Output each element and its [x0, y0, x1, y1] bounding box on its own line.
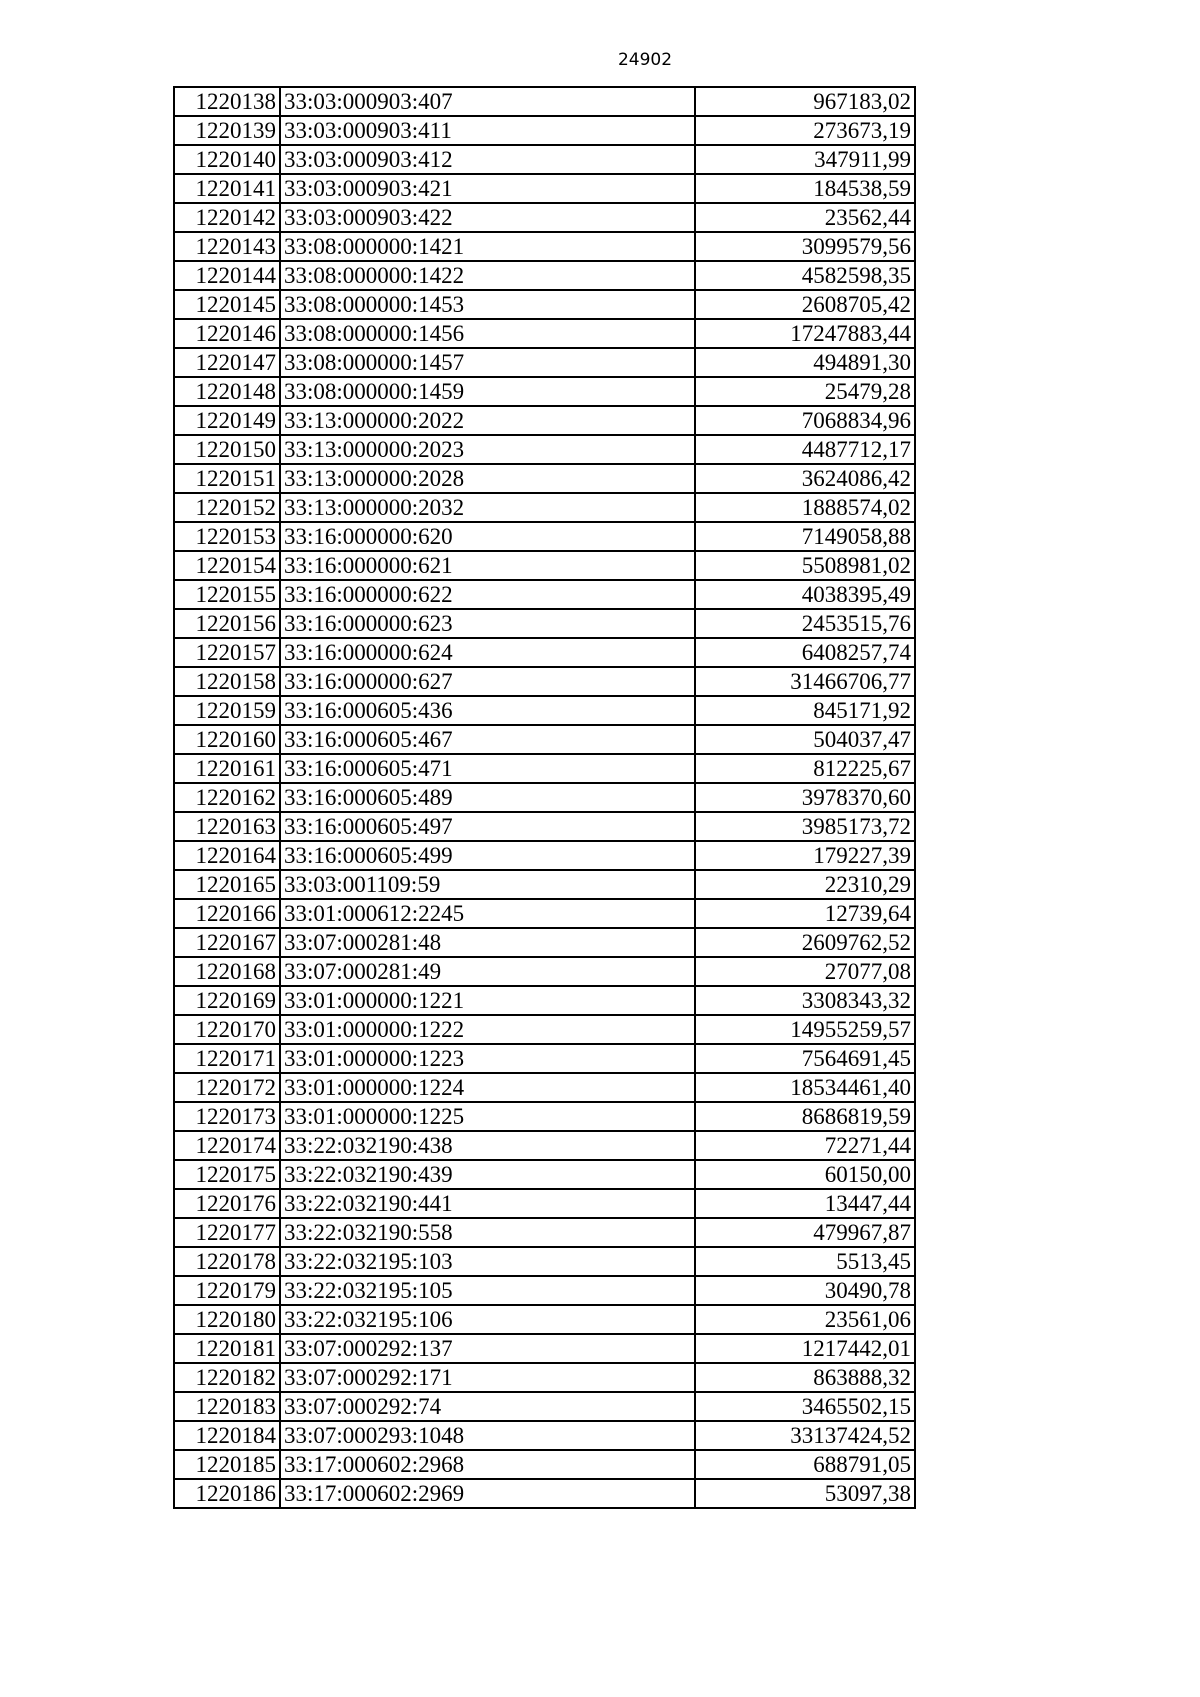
row-number-cell: 1220157: [174, 638, 280, 667]
cadastral-number-cell: 33:01:000000:1224: [280, 1073, 695, 1102]
cadastral-number-cell: 33:17:000602:2968: [280, 1450, 695, 1479]
cadastral-number-cell: 33:16:000605:489: [280, 783, 695, 812]
cadastral-value-cell: 23561,06: [695, 1305, 915, 1334]
cadastral-number-cell: 33:03:001109:59: [280, 870, 695, 899]
cadastral-value-cell: 22310,29: [695, 870, 915, 899]
cadastral-value-cell: 845171,92: [695, 696, 915, 725]
table-row: [174, 1479, 915, 1508]
cadastral-value-cell: 7068834,96: [695, 406, 915, 435]
table-row: [174, 1189, 915, 1218]
table-row: [174, 464, 915, 493]
cadastral-number-cell: 33:16:000605:471: [280, 754, 695, 783]
table-row: [174, 696, 915, 725]
cadastral-number-cell: 33:03:000903:422: [280, 203, 695, 232]
cadastral-value-cell: 1888574,02: [695, 493, 915, 522]
table-row: [174, 522, 915, 551]
table-row: [174, 899, 915, 928]
row-number-cell: 1220172: [174, 1073, 280, 1102]
cadastral-value-cell: 13447,44: [695, 1189, 915, 1218]
cadastral-number-cell: 33:16:000605:467: [280, 725, 695, 754]
row-number-cell: 1220178: [174, 1247, 280, 1276]
cadastral-number-cell: 33:08:000000:1459: [280, 377, 695, 406]
row-number-cell: 1220171: [174, 1044, 280, 1073]
row-number-cell: 1220160: [174, 725, 280, 754]
row-number-cell: 1220186: [174, 1479, 280, 1508]
row-number-cell: 1220168: [174, 957, 280, 986]
cadastral-number-cell: 33:07:000281:49: [280, 957, 695, 986]
row-number-cell: 1220148: [174, 377, 280, 406]
table-row: [174, 609, 915, 638]
table-row: [174, 1276, 915, 1305]
cadastral-value-cell: 17247883,44: [695, 319, 915, 348]
cadastral-number-cell: 33:22:032190:438: [280, 1131, 695, 1160]
row-number-cell: 1220155: [174, 580, 280, 609]
cadastral-value-table: [173, 86, 916, 1509]
table-row: [174, 348, 915, 377]
table-body: [174, 87, 915, 1508]
cadastral-value-cell: 3624086,42: [695, 464, 915, 493]
cadastral-number-cell: 33:08:000000:1456: [280, 319, 695, 348]
row-number-cell: 1220139: [174, 116, 280, 145]
cadastral-value-cell: 23562,44: [695, 203, 915, 232]
table-row: [174, 377, 915, 406]
row-number-cell: 1220143: [174, 232, 280, 261]
row-number-cell: 1220173: [174, 1102, 280, 1131]
table-row: [174, 841, 915, 870]
table-row: [174, 1392, 915, 1421]
table-row: [174, 1305, 915, 1334]
cadastral-number-cell: 33:01:000000:1223: [280, 1044, 695, 1073]
cadastral-value-cell: 72271,44: [695, 1131, 915, 1160]
cadastral-value-cell: 2608705,42: [695, 290, 915, 319]
cadastral-value-cell: 5508981,02: [695, 551, 915, 580]
row-number-cell: 1220149: [174, 406, 280, 435]
cadastral-value-cell: 179227,39: [695, 841, 915, 870]
cadastral-number-cell: 33:07:000292:171: [280, 1363, 695, 1392]
table-row: [174, 1073, 915, 1102]
row-number-cell: 1220140: [174, 145, 280, 174]
cadastral-number-cell: 33:22:032190:439: [280, 1160, 695, 1189]
cadastral-number-cell: 33:16:000000:627: [280, 667, 695, 696]
cadastral-value-cell: 3985173,72: [695, 812, 915, 841]
cadastral-number-cell: 33:22:032195:106: [280, 1305, 695, 1334]
cadastral-number-cell: 33:08:000000:1457: [280, 348, 695, 377]
cadastral-number-cell: 33:22:032195:103: [280, 1247, 695, 1276]
cadastral-value-cell: 5513,45: [695, 1247, 915, 1276]
cadastral-number-cell: 33:16:000000:624: [280, 638, 695, 667]
cadastral-number-cell: 33:01:000000:1222: [280, 1015, 695, 1044]
table-row: [174, 1450, 915, 1479]
row-number-cell: 1220152: [174, 493, 280, 522]
cadastral-number-cell: 33:08:000000:1453: [280, 290, 695, 319]
table-row: [174, 1334, 915, 1363]
cadastral-value-cell: 14955259,57: [695, 1015, 915, 1044]
cadastral-value-cell: 3308343,32: [695, 986, 915, 1015]
table-row: [174, 87, 915, 116]
row-number-cell: 1220182: [174, 1363, 280, 1392]
table-row: [174, 261, 915, 290]
table-row: [174, 667, 915, 696]
cadastral-value-cell: 812225,67: [695, 754, 915, 783]
table-row: [174, 1218, 915, 1247]
row-number-cell: 1220144: [174, 261, 280, 290]
row-number-cell: 1220181: [174, 1334, 280, 1363]
cadastral-number-cell: 33:16:000000:622: [280, 580, 695, 609]
row-number-cell: 1220138: [174, 87, 280, 116]
cadastral-number-cell: 33:16:000605:499: [280, 841, 695, 870]
table-row: [174, 551, 915, 580]
row-number-cell: 1220162: [174, 783, 280, 812]
cadastral-number-cell: 33:01:000612:2245: [280, 899, 695, 928]
cadastral-number-cell: 33:16:000000:623: [280, 609, 695, 638]
cadastral-number-cell: 33:03:000903:421: [280, 174, 695, 203]
cadastral-number-cell: 33:17:000602:2969: [280, 1479, 695, 1508]
row-number-cell: 1220165: [174, 870, 280, 899]
table-row: [174, 580, 915, 609]
cadastral-number-cell: 33:08:000000:1422: [280, 261, 695, 290]
row-number-cell: 1220161: [174, 754, 280, 783]
cadastral-number-cell: 33:07:000293:1048: [280, 1421, 695, 1450]
cadastral-value-cell: 2453515,76: [695, 609, 915, 638]
row-number-cell: 1220163: [174, 812, 280, 841]
cadastral-value-cell: 479967,87: [695, 1218, 915, 1247]
cadastral-number-cell: 33:16:000000:621: [280, 551, 695, 580]
table-row: [174, 870, 915, 899]
cadastral-number-cell: 33:13:000000:2028: [280, 464, 695, 493]
cadastral-number-cell: 33:07:000292:137: [280, 1334, 695, 1363]
cadastral-number-cell: 33:13:000000:2022: [280, 406, 695, 435]
cadastral-value-cell: 31466706,77: [695, 667, 915, 696]
cadastral-value-cell: 504037,47: [695, 725, 915, 754]
table-row: [174, 116, 915, 145]
row-number-cell: 1220145: [174, 290, 280, 319]
table-row: [174, 638, 915, 667]
cadastral-number-cell: 33:16:000605:436: [280, 696, 695, 725]
cadastral-value-cell: 8686819,59: [695, 1102, 915, 1131]
cadastral-number-cell: 33:01:000000:1225: [280, 1102, 695, 1131]
cadastral-value-cell: 25479,28: [695, 377, 915, 406]
row-number-cell: 1220179: [174, 1276, 280, 1305]
table-row: [174, 783, 915, 812]
row-number-cell: 1220147: [174, 348, 280, 377]
table-row: [174, 986, 915, 1015]
row-number-cell: 1220153: [174, 522, 280, 551]
row-number-cell: 1220169: [174, 986, 280, 1015]
table-row: [174, 174, 915, 203]
table-row: [174, 1247, 915, 1276]
cadastral-value-cell: 688791,05: [695, 1450, 915, 1479]
page-number: 24902: [617, 50, 673, 70]
cadastral-value-cell: 494891,30: [695, 348, 915, 377]
table-row: [174, 203, 915, 232]
table-row: [174, 1131, 915, 1160]
table-row: [174, 957, 915, 986]
cadastral-value-cell: 3465502,15: [695, 1392, 915, 1421]
cadastral-number-cell: 33:13:000000:2032: [280, 493, 695, 522]
cadastral-value-cell: 53097,38: [695, 1479, 915, 1508]
row-number-cell: 1220146: [174, 319, 280, 348]
table-row: [174, 290, 915, 319]
cadastral-number-cell: 33:03:000903:407: [280, 87, 695, 116]
row-number-cell: 1220167: [174, 928, 280, 957]
row-number-cell: 1220176: [174, 1189, 280, 1218]
table-row: [174, 725, 915, 754]
table-row: [174, 812, 915, 841]
cadastral-number-cell: 33:22:032190:558: [280, 1218, 695, 1247]
table-row: [174, 1363, 915, 1392]
cadastral-value-cell: 863888,32: [695, 1363, 915, 1392]
row-number-cell: 1220166: [174, 899, 280, 928]
row-number-cell: 1220150: [174, 435, 280, 464]
cadastral-number-cell: 33:03:000903:411: [280, 116, 695, 145]
row-number-cell: 1220159: [174, 696, 280, 725]
cadastral-value-cell: 27077,08: [695, 957, 915, 986]
cadastral-value-cell: 347911,99: [695, 145, 915, 174]
cadastral-number-cell: 33:16:000000:620: [280, 522, 695, 551]
table-row: [174, 1160, 915, 1189]
cadastral-value-cell: 273673,19: [695, 116, 915, 145]
table-row: [174, 406, 915, 435]
table-row: [174, 435, 915, 464]
cadastral-value-cell: 1217442,01: [695, 1334, 915, 1363]
row-number-cell: 1220158: [174, 667, 280, 696]
table-row: [174, 145, 915, 174]
cadastral-value-cell: 184538,59: [695, 174, 915, 203]
row-number-cell: 1220175: [174, 1160, 280, 1189]
cadastral-number-cell: 33:07:000292:74: [280, 1392, 695, 1421]
cadastral-number-cell: 33:13:000000:2023: [280, 435, 695, 464]
cadastral-number-cell: 33:22:032190:441: [280, 1189, 695, 1218]
cadastral-value-cell: 33137424,52: [695, 1421, 915, 1450]
cadastral-number-cell: 33:22:032195:105: [280, 1276, 695, 1305]
cadastral-value-cell: 60150,00: [695, 1160, 915, 1189]
cadastral-value-cell: 4582598,35: [695, 261, 915, 290]
cadastral-value-cell: 7149058,88: [695, 522, 915, 551]
row-number-cell: 1220174: [174, 1131, 280, 1160]
row-number-cell: 1220156: [174, 609, 280, 638]
table-row: [174, 232, 915, 261]
table-row: [174, 754, 915, 783]
cadastral-value-cell: 3099579,56: [695, 232, 915, 261]
row-number-cell: 1220177: [174, 1218, 280, 1247]
row-number-cell: 1220142: [174, 203, 280, 232]
row-number-cell: 1220141: [174, 174, 280, 203]
table-row: [174, 1044, 915, 1073]
cadastral-value-cell: 967183,02: [695, 87, 915, 116]
cadastral-value-cell: 12739,64: [695, 899, 915, 928]
row-number-cell: 1220170: [174, 1015, 280, 1044]
cadastral-value-cell: 3978370,60: [695, 783, 915, 812]
cadastral-value-cell: 4487712,17: [695, 435, 915, 464]
cadastral-number-cell: 33:16:000605:497: [280, 812, 695, 841]
row-number-cell: 1220180: [174, 1305, 280, 1334]
row-number-cell: 1220185: [174, 1450, 280, 1479]
cadastral-value-cell: 7564691,45: [695, 1044, 915, 1073]
table-row: [174, 493, 915, 522]
row-number-cell: 1220164: [174, 841, 280, 870]
table-row: [174, 1421, 915, 1450]
cadastral-number-cell: 33:03:000903:412: [280, 145, 695, 174]
table-row: [174, 928, 915, 957]
table-row: [174, 1015, 915, 1044]
cadastral-value-cell: 6408257,74: [695, 638, 915, 667]
cadastral-number-cell: 33:01:000000:1221: [280, 986, 695, 1015]
table-row: [174, 319, 915, 348]
row-number-cell: 1220154: [174, 551, 280, 580]
cadastral-value-cell: 18534461,40: [695, 1073, 915, 1102]
row-number-cell: 1220183: [174, 1392, 280, 1421]
cadastral-value-cell: 30490,78: [695, 1276, 915, 1305]
cadastral-value-cell: 2609762,52: [695, 928, 915, 957]
cadastral-number-cell: 33:08:000000:1421: [280, 232, 695, 261]
row-number-cell: 1220184: [174, 1421, 280, 1450]
row-number-cell: 1220151: [174, 464, 280, 493]
cadastral-value-cell: 4038395,49: [695, 580, 915, 609]
table-row: [174, 1102, 915, 1131]
cadastral-number-cell: 33:07:000281:48: [280, 928, 695, 957]
